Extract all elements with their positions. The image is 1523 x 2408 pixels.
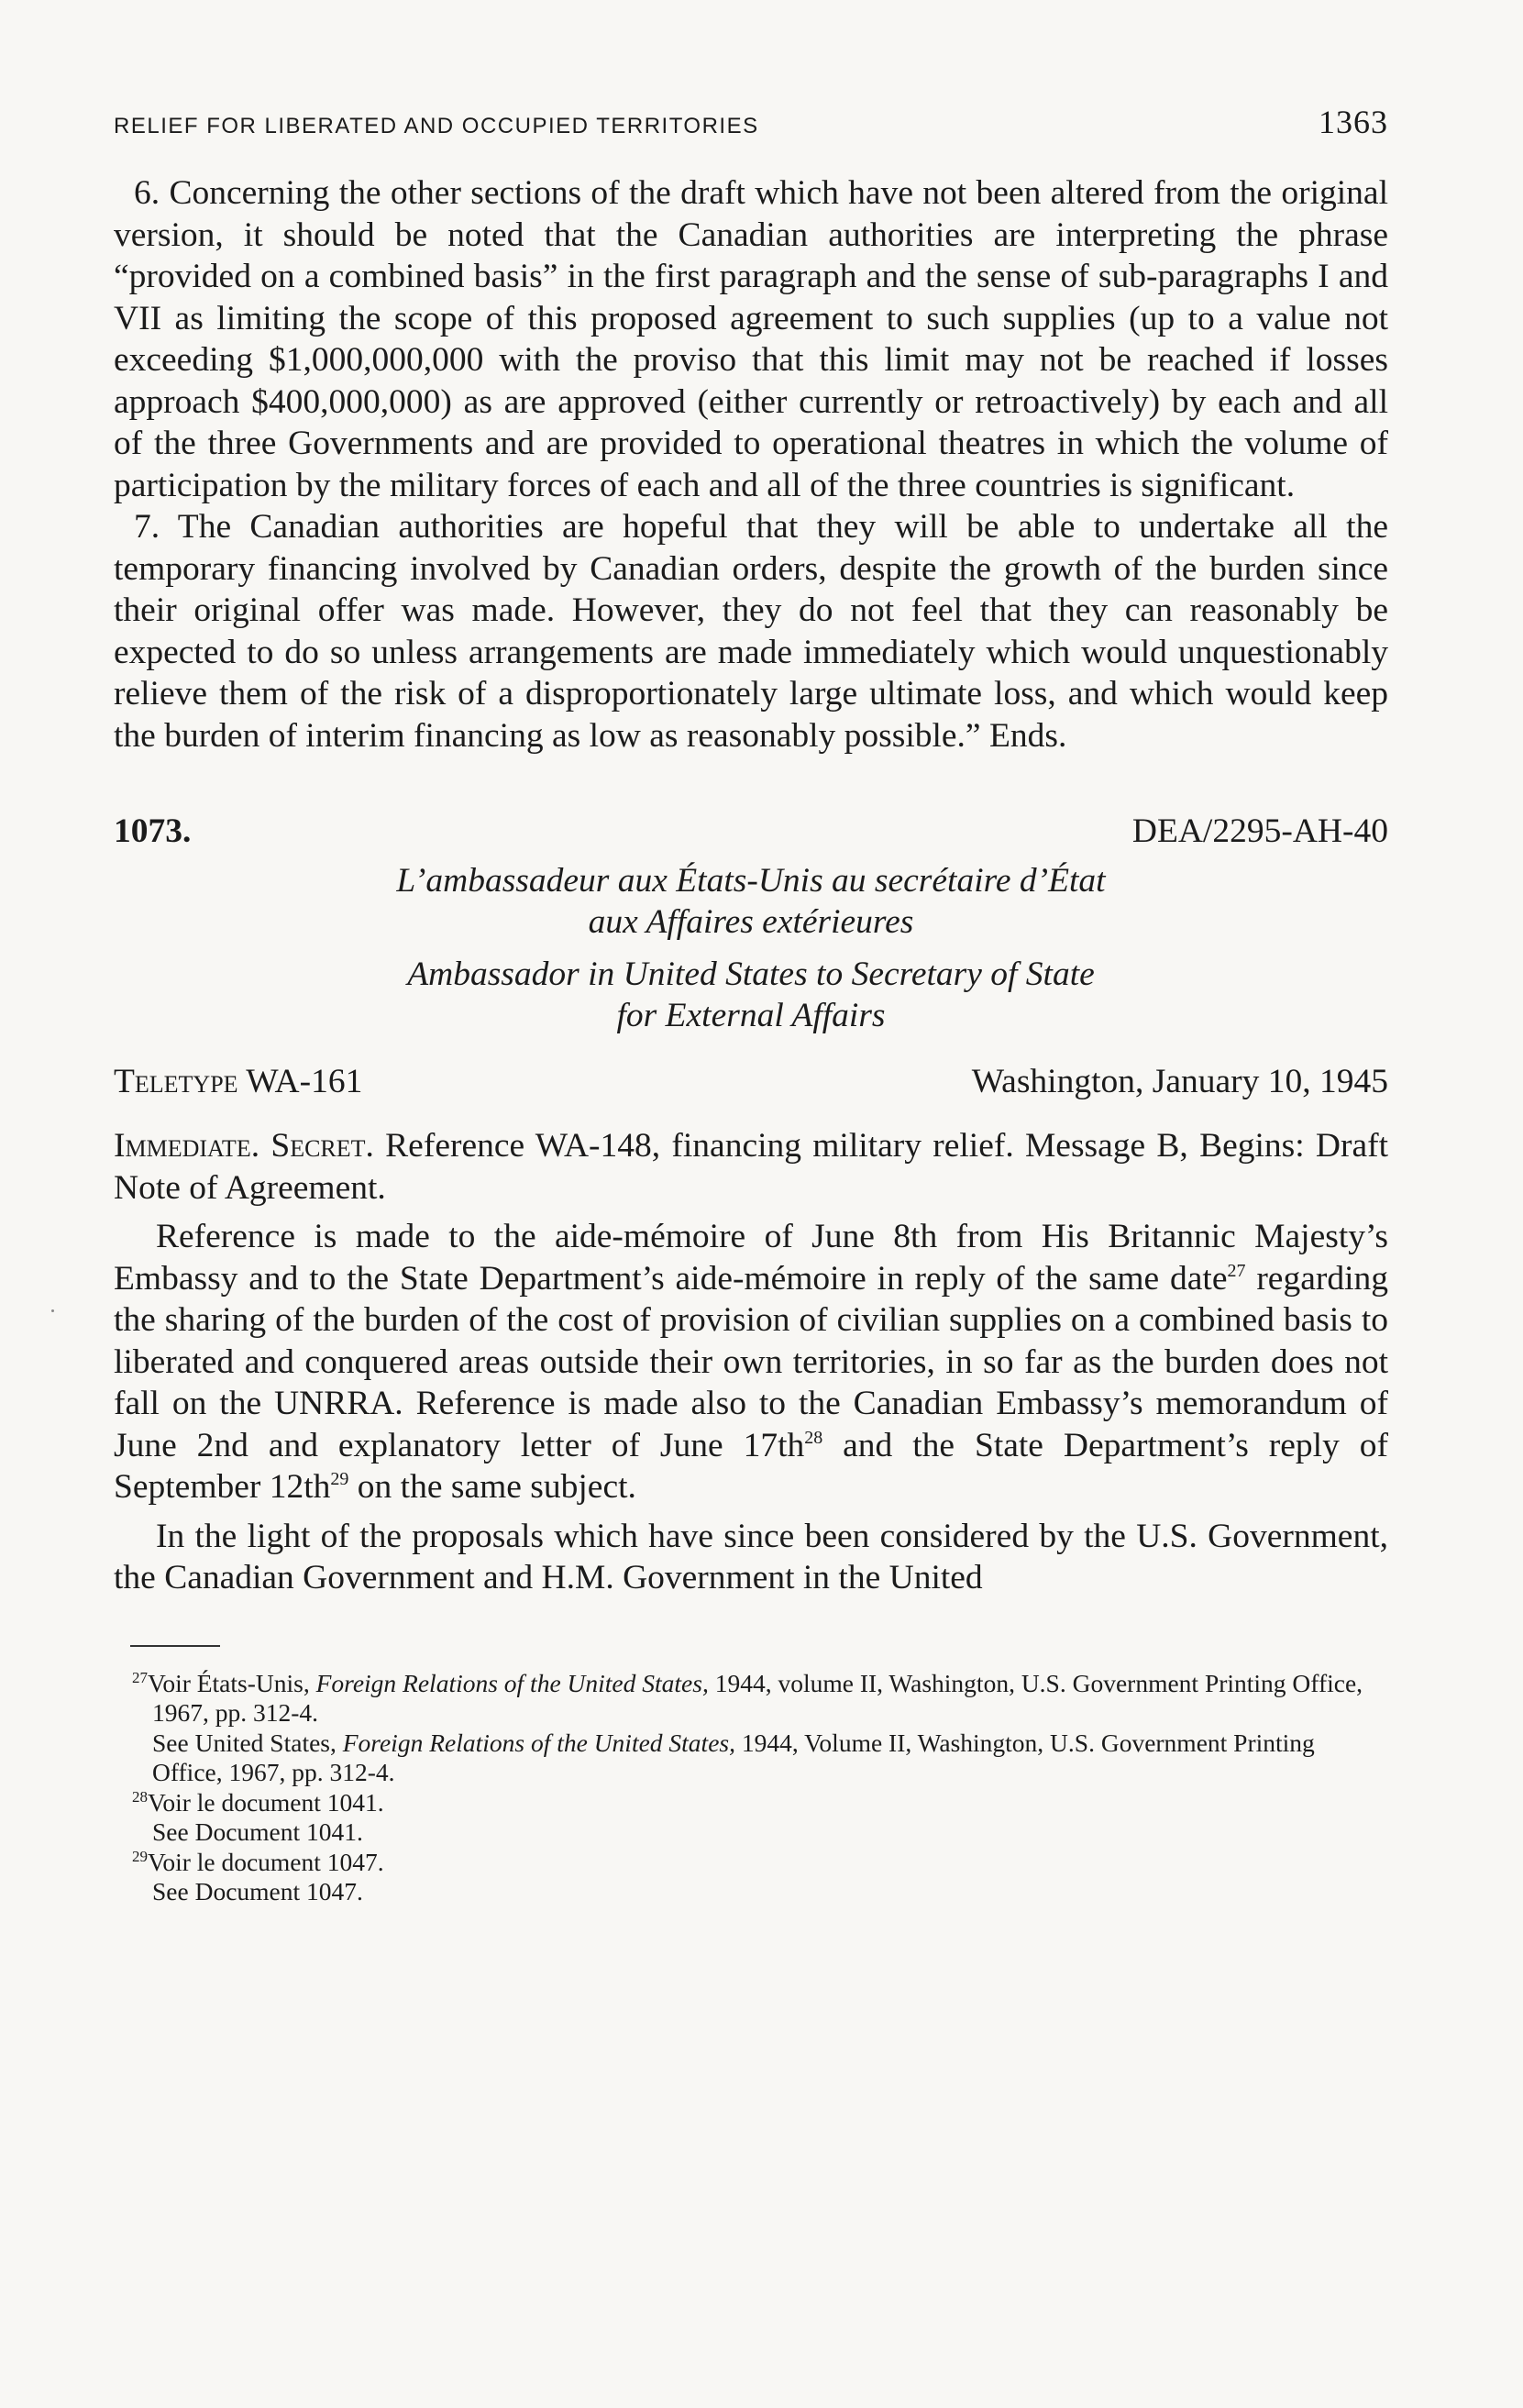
- footnote-ref-27: 27: [1227, 1260, 1246, 1281]
- running-head-title: RELIEF FOR LIBERATED AND OCCUPIED TERRITORIES: [114, 114, 759, 138]
- reference-text-b: regarding the sharing of the burden of the cost of provision of civilian supplies on a combined basis to liberated and conquered areas outside their own territories, in so far as the burden does not fall on the UNRRA. Reference is made also to the Canadian Embassy’s memorandum of June 2nd and explanatory letter of June 17th: [114, 1259, 1388, 1464]
- margin-speck: [51, 1309, 54, 1312]
- footnote-28-fr: [132, 1788, 1388, 1818]
- continued-text: [114, 172, 1388, 757]
- document-page: [114, 103, 1388, 1907]
- footnote-29-en: See Document 1047.: [152, 1877, 363, 1905]
- title-fr-line-2: aux Affaires extérieures: [588, 903, 914, 941]
- footnotes: [114, 1669, 1388, 1907]
- footnote-29-fr: [132, 1848, 1388, 1878]
- title-en-line-1: Ambassador in United States to Secretary of State: [407, 955, 1095, 993]
- teletype-reference: [114, 1062, 362, 1101]
- footnote-27-en: [132, 1729, 1388, 1788]
- fn28-fr-text: Voir le document 1041.: [148, 1787, 384, 1817]
- footnote-ref-28: 28: [804, 1427, 823, 1448]
- document-number: 1073.: [114, 812, 192, 850]
- fn27-en-title: Foreign Relations of the United States,: [342, 1728, 735, 1757]
- footnote-mark-29: 29: [132, 1847, 148, 1865]
- fn27-fr-title: Foreign Relations of the United States,: [315, 1668, 709, 1697]
- reference-text-d: on the same subject.: [348, 1468, 636, 1506]
- teletype-label: Teletype: [114, 1063, 238, 1100]
- footnote-mark-28: 28: [132, 1787, 148, 1806]
- letter-body: [114, 1125, 1388, 1599]
- secret-label: Secret.: [270, 1127, 374, 1165]
- letter-paragraph-reference: [114, 1216, 1388, 1508]
- footnote-divider: [130, 1645, 220, 1647]
- title-fr-line-1: L’ambassadeur aux États-Unis au secrétaire d’État: [396, 862, 1106, 900]
- fn27-fr-text-b: 1944, volume II, Washington, U.S. Government Printing Office, 1967, pp. 312-4.: [152, 1668, 1363, 1727]
- fn27-fr-text-a: Voir États-Unis,: [148, 1668, 316, 1697]
- footnote-mark-27: 27: [132, 1668, 148, 1686]
- footnote-27-fr: [132, 1669, 1388, 1729]
- fn27-en-text-b: 1944, Volume II, Washington, U.S. Government Printing Office, 1967, pp. 312-4.: [152, 1728, 1315, 1786]
- file-reference: DEA/2295-AH-40: [1131, 812, 1388, 850]
- document-title: [114, 860, 1388, 1036]
- teletype-line: [114, 1062, 1388, 1101]
- fn27-en-text-a: See United States,: [152, 1728, 343, 1757]
- running-head: [114, 103, 1388, 141]
- title-en-line-2: for External Affairs: [616, 997, 886, 1034]
- lead-text: Reference WA-148, financing military relief. Message B, Begins: Draft Note of Agreement.: [114, 1127, 1389, 1207]
- letter-paragraph-proposals: In the light of the proposals which have since been considered by the U.S. Government, the Canadian Government and H.M. Government in the United: [114, 1517, 1388, 1596]
- footnote-ref-29: 29: [330, 1469, 349, 1489]
- reference-text-c: and the State Department’s reply of September 12th: [114, 1426, 1389, 1506]
- reference-text-a: Reference is made to the aide-mémoire of June 8th from His Britannic Majesty’s Embassy and to the State Department’s aide-mémoire in reply of the same date: [114, 1218, 1388, 1298]
- footnote-28-en: See Document 1041.: [152, 1817, 363, 1846]
- page-number: 1363: [1319, 104, 1388, 140]
- paragraph-6: 6. Concerning the other sections of the draft which have not been altered from the original version, it should be noted that the Canadian authorities are interpreting the phrase “provided on a combined basis” in the first paragraph and the sense of sub-paragraphs I and VII as limiting the scope of this proposed agreement to such supplies (up to a value not exceeding $1,000,000,000 with the proviso that this limit may not be reached if losses approach $400,000,000) as are approved (either currently or retroactively) by each and all of the three Governments and are provided to operational theatres in which the volume of participation by the military forces of each and all of the three countries is significant.: [114, 174, 1388, 504]
- letter-lead-paragraph: [114, 1125, 1388, 1209]
- fn29-fr-text: Voir le document 1047.: [148, 1847, 384, 1876]
- place-date: Washington, January 10, 1945: [971, 1063, 1388, 1100]
- paragraph-7: 7. The Canadian authorities are hopeful that they will be able to undertake all the temporary financing involved by Canadian orders, despite the growth of the burden since their original offer was made. However, they do not feel that they can reasonably be expected to do so unless arrangements are made immediately which would unquestionably relieve them of the risk of a disproportionately large ultimate loss, and which would keep the burden of interim financing as low as reasonably possible.” Ends.: [114, 508, 1388, 755]
- teletype-number: WA-161: [246, 1063, 363, 1100]
- document-header: [114, 812, 1388, 851]
- immediate-label: Immediate.: [114, 1127, 260, 1165]
